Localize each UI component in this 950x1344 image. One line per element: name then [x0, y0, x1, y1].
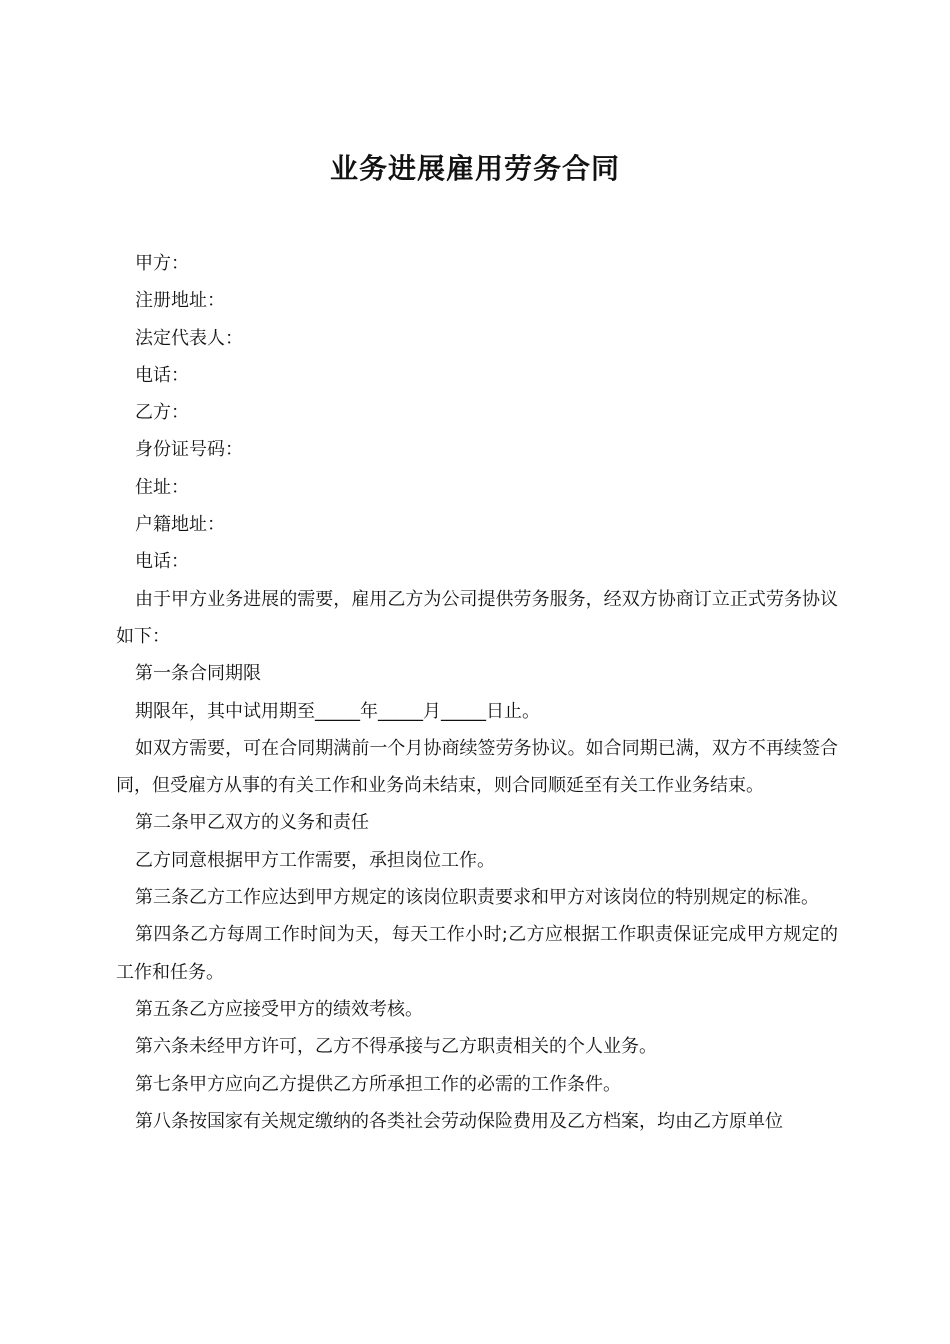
article-7-paragraph: 第七条甲方应向乙方提供乙方所承担工作的必需的工作条件。 [135, 1073, 621, 1095]
household-address-line: 户籍地址： [135, 514, 225, 536]
preamble-paragraph: 由于甲方业务进展的需要，雇用乙方为公司提供劳务服务，经双方协商订立正式劳务协议如下： [116, 588, 838, 647]
party-a-line: 甲方： [135, 253, 189, 274]
party-b-phone-line: 电话： [135, 551, 189, 573]
document-title: 业务进展雇用劳务合同 [329, 151, 620, 185]
party-a-phone-line: 电话： [135, 364, 189, 386]
duties-paragraph: 乙方同意根据甲方工作需要，承担岗位工作。 [135, 849, 495, 871]
term-paragraph: 期限年，其中试用期至_____年_____月_____日止。 [135, 700, 540, 722]
article-1-heading: 第一条合同期限 [135, 663, 261, 685]
renewal-paragraph: 如双方需要，可在合同期满前一个月协商续签劳务协议。如合同期已满，双方不再续签合同，但受雇方从事的有关工作和业务尚未结束，则合同顺延至有关工作业务结束。 [116, 737, 838, 797]
article-6-paragraph: 第六条未经甲方许可，乙方不得承接与乙方职责相关的个人业务。 [135, 1036, 657, 1058]
article-4-paragraph: 第四条乙方每周工作时间为天，每天工作小时;乙方应根据工作职责保证完成甲方规定的工作和任务。 [116, 924, 838, 983]
article-8-paragraph: 第八条按国家有关规定缴纳的各类社会劳动保险费用及乙方档案，均由乙方原单位 [135, 1110, 783, 1132]
registered-address-line: 注册地址： [135, 290, 225, 312]
id-number-line: 身份证号码： [135, 439, 243, 461]
article-3-paragraph: 第三条乙方工作应达到甲方规定的该岗位职责要求和甲方对该岗位的特别规定的标准。 [135, 887, 819, 909]
article-5-paragraph: 第五条乙方应接受甲方的绩效考核。 [135, 998, 423, 1020]
legal-representative-line: 法定代表人： [135, 327, 243, 349]
document-body [116, 245, 838, 1140]
residence-line: 住址： [135, 476, 189, 498]
article-2-heading: 第二条甲乙双方的义务和责任 [135, 812, 369, 834]
party-b-line: 乙方： [135, 402, 189, 424]
